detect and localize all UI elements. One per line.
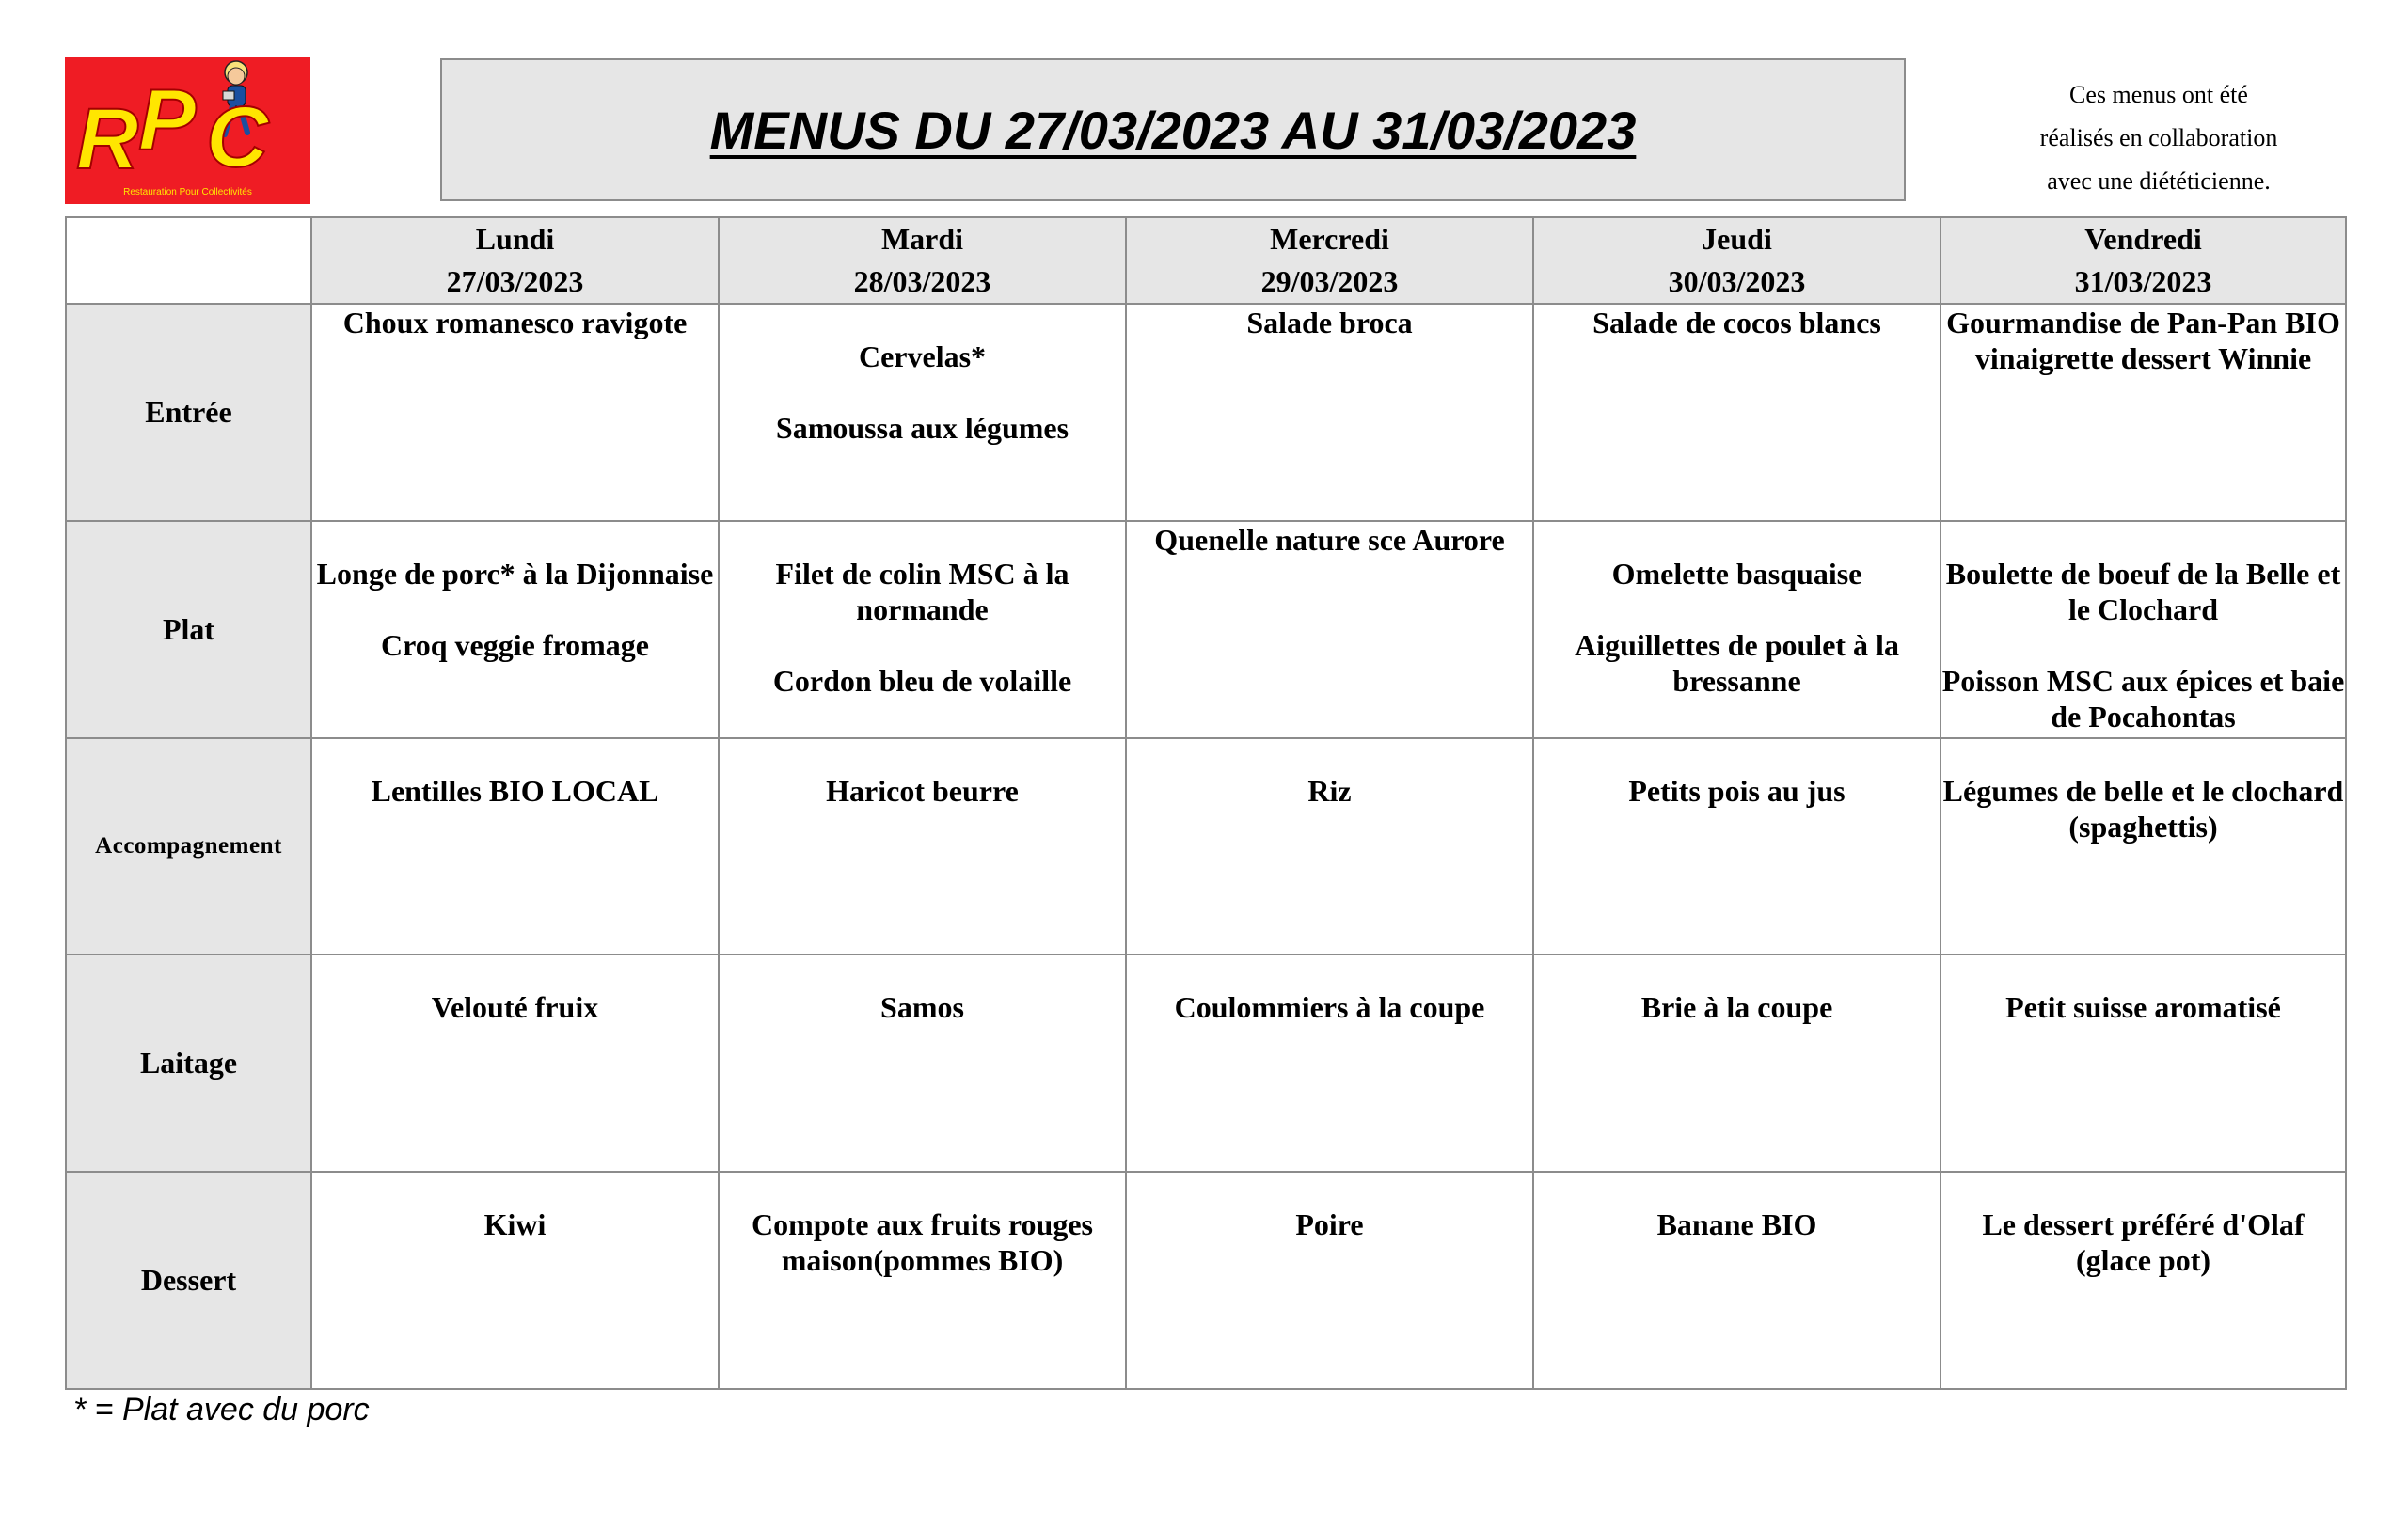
- dish: Riz: [1307, 773, 1352, 808]
- note-line: Ces menus ont été: [2069, 81, 2248, 108]
- menu-cell: [719, 1172, 1126, 1389]
- row-label-dessert: Dessert: [66, 1172, 311, 1389]
- dietitian-note: [1947, 73, 2370, 203]
- day-name: Vendredi: [2084, 222, 2202, 256]
- menu-cell: [1533, 738, 1941, 955]
- menu-cell: [1126, 954, 1533, 1172]
- dish: Petit suisse aromatisé: [2005, 990, 2281, 1025]
- menu-cell: [1941, 521, 2346, 738]
- row-label-plat: Plat: [66, 521, 311, 738]
- day-date: 27/03/2023: [446, 264, 584, 298]
- menu-cell: [1533, 954, 1941, 1172]
- menu-cell: [311, 954, 719, 1172]
- day-date: 31/03/2023: [2074, 264, 2212, 298]
- row-accompagnement: [66, 738, 2346, 955]
- dish: Boulette de boeuf de la Belle et le Clochard: [1945, 556, 2341, 626]
- dish: Haricot beurre: [826, 773, 1019, 808]
- menu-cell: [311, 521, 719, 738]
- dish: Légumes de belle et le clochard (spaghettis): [1942, 773, 2344, 844]
- menu-cell: [1126, 1172, 1533, 1389]
- dish: Cordon bleu de volaille: [772, 663, 1072, 698]
- menu-cell: [1126, 304, 1533, 521]
- logo-letter-r: R: [76, 91, 139, 187]
- menu-cell: [1126, 521, 1533, 738]
- title-banner: [440, 58, 1906, 201]
- menu-cell: [719, 738, 1126, 955]
- dish: Kiwi: [483, 1207, 547, 1242]
- day-header-vendredi: [1941, 217, 2346, 304]
- row-label-entree: Entrée: [66, 304, 311, 521]
- menu-cell: [1941, 954, 2346, 1172]
- dish: Coulommiers à la coupe: [1174, 990, 1485, 1025]
- row-plat: [66, 521, 2346, 738]
- day-name: Jeudi: [1702, 222, 1772, 256]
- dish: Poisson MSC aux épices et baie de Pocahontas: [1941, 663, 2345, 733]
- day-name: Lundi: [475, 222, 555, 256]
- dish: Banane BIO: [1656, 1207, 1817, 1242]
- menu-cell: [719, 521, 1126, 738]
- menu-cell: [1126, 738, 1533, 955]
- rpc-logo: [65, 57, 310, 204]
- dish: Compote aux fruits rouges maison(pommes BIO): [752, 1207, 1093, 1278]
- menu-cell: [719, 304, 1126, 521]
- dish: Brie à la coupe: [1640, 990, 1833, 1025]
- dish: Gourmandise de Pan-Pan BIO vinaigrette dessert Winnie: [1946, 306, 2340, 375]
- dish: Lentilles BIO LOCAL: [371, 773, 659, 808]
- menu-cell: [719, 954, 1126, 1172]
- day-date: 29/03/2023: [1260, 264, 1399, 298]
- dish: Choux romanesco ravigote: [342, 306, 688, 339]
- row-dessert: [66, 1172, 2346, 1389]
- pork-footnote: * = Plat avec du porc: [73, 1392, 370, 1427]
- logo-letter-p: P: [138, 72, 197, 168]
- menu-cell: [1533, 304, 1941, 521]
- corner-cell: [66, 217, 311, 304]
- row-label-laitage: Laitage: [66, 954, 311, 1172]
- dish: Filet de colin MSC à la normande: [775, 556, 1069, 626]
- menu-cell: [311, 304, 719, 521]
- dish: Petits pois au jus: [1628, 773, 1846, 808]
- logo-letter-c: C: [206, 89, 269, 185]
- header-row: [66, 217, 2346, 304]
- day-header-lundi: [311, 217, 719, 304]
- dish: Salade de cocos blancs: [1592, 306, 1881, 339]
- row-entree: [66, 304, 2346, 521]
- day-name: Mardi: [880, 222, 964, 256]
- menu-cell: [1941, 1172, 2346, 1389]
- note-line: réalisés en collaboration: [2039, 124, 2278, 151]
- day-name: Mercredi: [1270, 222, 1389, 256]
- menu-table: [65, 216, 2347, 1390]
- menu-cell: [311, 1172, 719, 1389]
- row-laitage: [66, 954, 2346, 1172]
- day-date: 28/03/2023: [853, 264, 991, 298]
- note-line: avec une diététicienne.: [2047, 167, 2271, 195]
- menu-cell: [1941, 304, 2346, 521]
- logo-graphic: [65, 57, 310, 204]
- dish: Samos: [880, 990, 964, 1025]
- logo-tagline: Restauration Pour Collectivités: [123, 187, 252, 197]
- day-header-jeudi: [1533, 217, 1941, 304]
- menu-cell: [311, 738, 719, 955]
- dish: Quenelle nature sce Aurore: [1154, 522, 1505, 557]
- page-title: MENUS DU 27/03/2023 AU 31/03/2023: [709, 100, 1637, 160]
- dish: Croq veggie fromage: [381, 627, 649, 662]
- day-date: 30/03/2023: [1668, 264, 1806, 298]
- dish: Longe de porc* à la Dijonnaise: [316, 556, 714, 591]
- day-header-mercredi: [1126, 217, 1533, 304]
- dish: Aiguillettes de poulet à la bressanne: [1575, 627, 1899, 698]
- dish: Poire: [1295, 1207, 1364, 1242]
- menu-cell: [1533, 521, 1941, 738]
- row-label-accompagnement: Accompagnement: [66, 738, 311, 955]
- dish: Cervelas*: [858, 339, 987, 373]
- dish: Omelette basquaise: [1611, 556, 1862, 591]
- day-header-mardi: [719, 217, 1126, 304]
- dish: Samoussa aux légumes: [775, 411, 1069, 445]
- dish: Le dessert préféré d'Olaf (glace pot): [1982, 1207, 2305, 1278]
- menu-cell: [1941, 738, 2346, 955]
- menu-cell: [1533, 1172, 1941, 1389]
- dish: Velouté fruix: [431, 990, 599, 1025]
- dish: Salade broca: [1246, 306, 1413, 339]
